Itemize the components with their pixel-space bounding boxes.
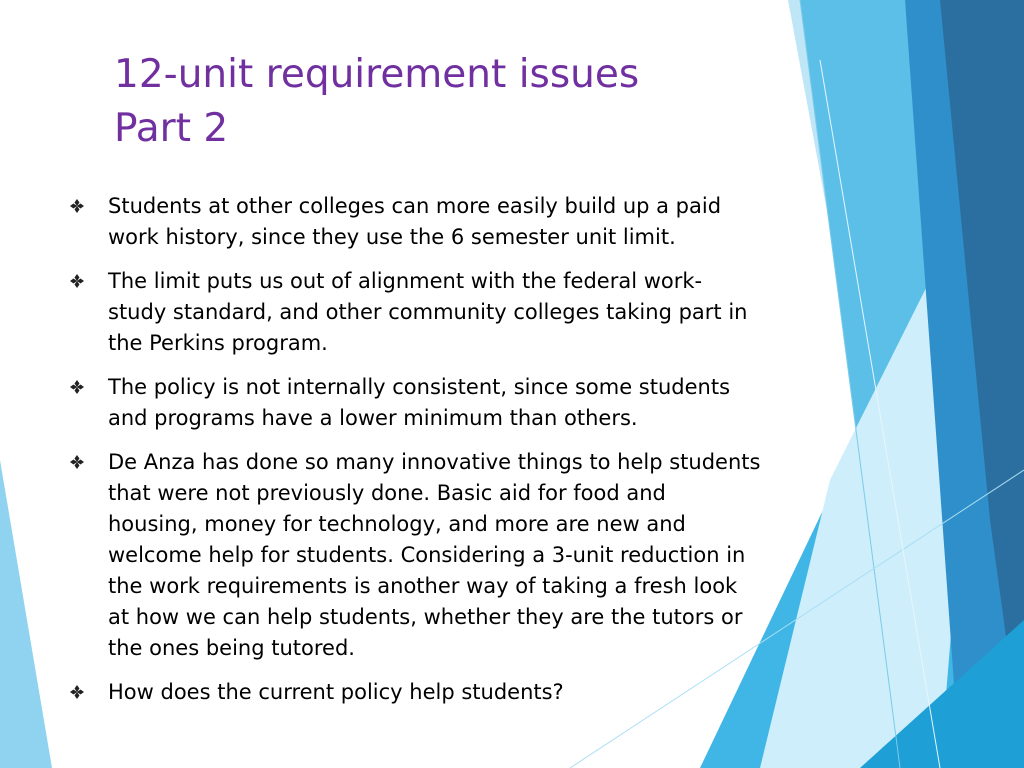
bullet-2-line-2: study standard, and other community colleges taking part in (108, 300, 748, 324)
bullet-item-2 (66, 266, 826, 359)
bullet-4-line-2: that were not previously done. Basic aid for food and (108, 481, 666, 505)
title-line-2: Part 2 (114, 106, 229, 151)
bullet-4-line-1: De Anza has done so many innovative things to help students (108, 450, 761, 474)
bullet-item-1 (66, 191, 826, 253)
four-diamond-bullet-icon (70, 199, 84, 213)
bullet-4-line-7: the ones being tutored. (108, 636, 355, 660)
bullet-list (66, 191, 826, 721)
bullet-5-line-1: How does the current policy help students? (108, 680, 564, 704)
bullet-3-line-1: The policy is not internally consistent, since some students (108, 375, 731, 399)
bullet-item-4 (66, 447, 826, 664)
slide-title (114, 48, 754, 156)
bullet-2-line-1: The limit puts us out of alignment with the federal work- (108, 269, 703, 293)
bullet-4-line-3: housing, money for technology, and more are new and (108, 512, 686, 536)
four-diamond-bullet-icon (70, 685, 84, 699)
bullet-2-line-3: the Perkins program. (108, 331, 328, 355)
four-diamond-bullet-icon (70, 274, 84, 288)
bullet-4-line-5: the work requirements is another way of taking a fresh look (108, 574, 738, 598)
bullet-1-line-2: work history, since they use the 6 semester unit limit. (108, 225, 676, 249)
four-diamond-bullet-icon (70, 455, 84, 469)
bullet-3-line-2: and programs have a lower minimum than others. (108, 406, 638, 430)
four-diamond-bullet-icon (70, 380, 84, 394)
bullet-1-line-1: Students at other colleges can more easily build up a paid (108, 194, 722, 218)
bullet-4-line-4: welcome help for students. Considering a 3-unit reduction in (108, 543, 746, 567)
bullet-4-line-6: at how we can help students, whether they are the tutors or (108, 605, 743, 629)
left-sliver-shape (0, 460, 52, 768)
title-line-1: 12-unit requirement issues (114, 52, 640, 97)
bullet-item-5 (66, 677, 826, 708)
bullet-item-3 (66, 372, 826, 434)
